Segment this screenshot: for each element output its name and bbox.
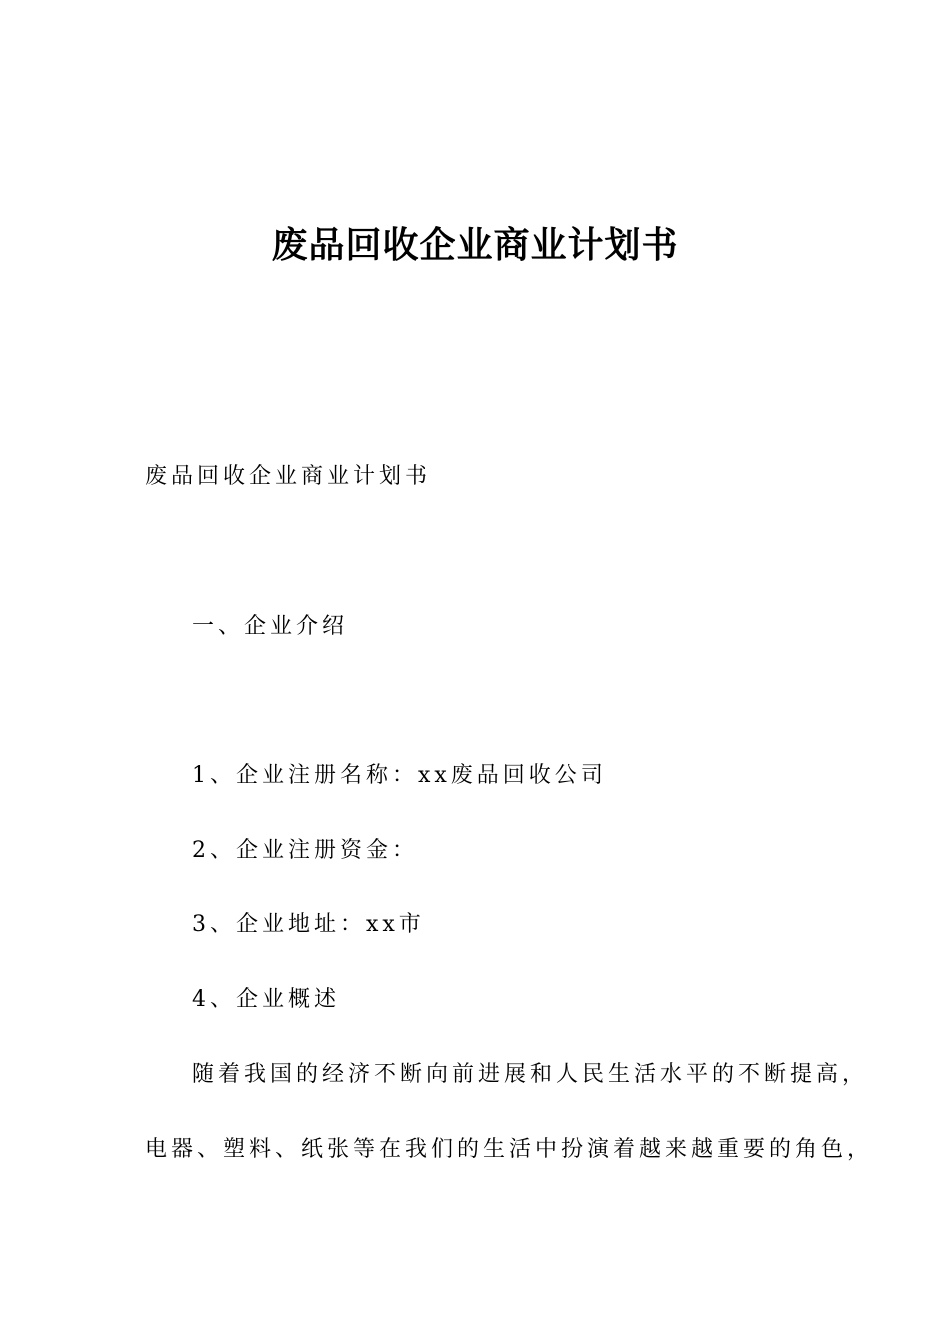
document-subtitle: 废品回收企业商业计划书: [145, 464, 432, 489]
list-item: 4、企业概述: [192, 987, 340, 1012]
list-item: 2、企业注册资金：: [192, 838, 418, 863]
paragraph-line: 随着我国的经济不断向前进展和人民生活水平的不断提高，: [192, 1062, 869, 1087]
paragraph-line: 电器、塑料、纸张等在我们的生活中扮演着越来越重要的角色，: [145, 1137, 874, 1162]
section-heading: 一、企业介绍: [192, 614, 349, 639]
list-item: 1、企业注册名称：xx废品回收公司: [192, 763, 607, 788]
list-item: 3、企业地址：xx市: [192, 912, 425, 937]
document-title: 废品回收企业商业计划书: [271, 225, 679, 266]
